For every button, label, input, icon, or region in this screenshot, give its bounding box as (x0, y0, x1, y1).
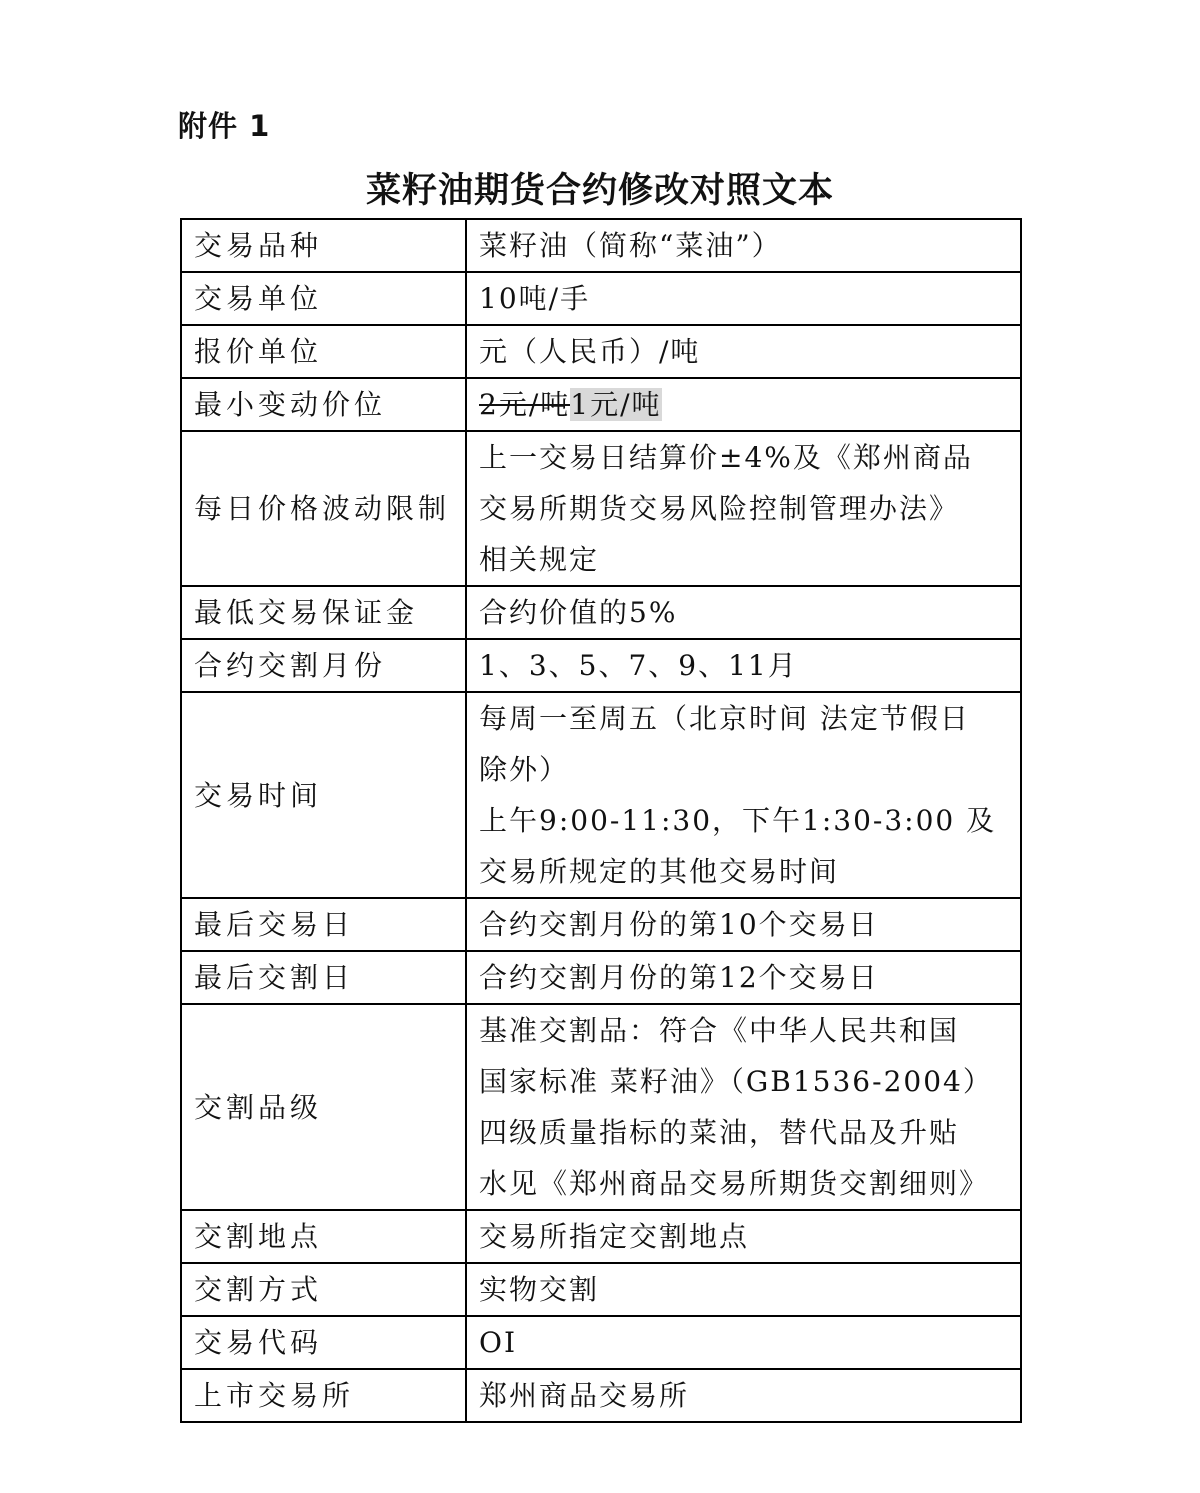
row-value (466, 325, 1021, 378)
value-line: 合约价值的5% (479, 596, 678, 629)
row-label: 最低交易保证金 (181, 586, 466, 639)
value-line: 基准交割品：符合《中华人民共和国 (479, 1014, 960, 1047)
table-row (181, 272, 1021, 325)
value-line: OI (479, 1326, 518, 1359)
contract-spec-table (180, 218, 1022, 1423)
row-label: 交易时间 (181, 692, 466, 898)
table-row (181, 431, 1021, 586)
table-row (181, 692, 1021, 898)
row-value (466, 431, 1021, 586)
value-line: 水见《郑州商品交易所期货交割细则》 (479, 1167, 990, 1200)
row-value (466, 219, 1021, 272)
row-label: 交割品级 (181, 1004, 466, 1210)
table-row (181, 1316, 1021, 1369)
table-row (181, 1263, 1021, 1316)
value-line (479, 379, 1014, 430)
row-label: 最后交易日 (181, 898, 466, 951)
row-value (466, 1263, 1021, 1316)
row-label: 交割方式 (181, 1263, 466, 1316)
value-line: 10吨/手 (479, 282, 591, 315)
row-value (466, 272, 1021, 325)
value-line: 合约交割月份的第12个交易日 (479, 961, 879, 994)
table-row (181, 639, 1021, 692)
table-row (181, 1369, 1021, 1422)
row-label: 交割地点 (181, 1210, 466, 1263)
inserted-text: 1元/吨 (570, 388, 662, 421)
row-value (466, 692, 1021, 898)
value-line: 元（人民币）/吨 (479, 335, 701, 368)
table-row (181, 325, 1021, 378)
table-row (181, 951, 1021, 1004)
value-line: 上一交易日结算价±4%及《郑州商品 (479, 441, 973, 474)
deleted-text: 2元/吨 (479, 388, 571, 421)
value-line: 四级质量指标的菜油，替代品及升贴 (479, 1116, 960, 1149)
document-title: 菜籽油期货合约修改对照文本 (365, 171, 834, 211)
row-label: 合约交割月份 (181, 639, 466, 692)
row-label: 每日价格波动限制 (181, 431, 466, 586)
row-label: 报价单位 (181, 325, 466, 378)
row-label: 交易代码 (181, 1316, 466, 1369)
table-row (181, 1210, 1021, 1263)
row-value (466, 1316, 1021, 1369)
value-line: 每周一至周五（北京时间 法定节假日 (479, 702, 970, 735)
value-line: 合约交割月份的第10个交易日 (479, 908, 879, 941)
value-line: 上午9:00-11:30，下午1:30-3:00 及 (479, 804, 997, 837)
row-label: 最后交割日 (181, 951, 466, 1004)
value-line: 郑州商品交易所 (479, 1379, 690, 1412)
value-line: 交易所指定交割地点 (479, 1220, 750, 1253)
value-line: 1、3、5、7、9、11月 (479, 649, 798, 682)
row-value (466, 1369, 1021, 1422)
row-value (466, 1004, 1021, 1210)
value-line: 国家标准 菜籽油》（GB1536-2004） (479, 1065, 993, 1098)
row-value (466, 951, 1021, 1004)
row-value (466, 639, 1021, 692)
value-line: 菜籽油（简称“菜油”） (479, 229, 782, 262)
attachment-label: 附件 1 (178, 109, 271, 143)
row-label: 交易品种 (181, 219, 466, 272)
value-line: 相关规定 (479, 543, 600, 576)
value-line: 交易所期货交易风险控制管理办法》 (479, 492, 960, 525)
table-row (181, 378, 1021, 431)
row-value (466, 1210, 1021, 1263)
table-row (181, 1004, 1021, 1210)
table-row (181, 898, 1021, 951)
row-label: 交易单位 (181, 272, 466, 325)
row-label: 最小变动价位 (181, 378, 466, 431)
value-line: 实物交割 (479, 1273, 600, 1306)
value-line: 除外） (479, 753, 570, 786)
row-label: 上市交易所 (181, 1369, 466, 1422)
value-line: 交易所规定的其他交易时间 (479, 855, 840, 888)
row-value (466, 586, 1021, 639)
row-value (466, 898, 1021, 951)
row-value (466, 378, 1021, 431)
table-row (181, 219, 1021, 272)
table-row (181, 586, 1021, 639)
